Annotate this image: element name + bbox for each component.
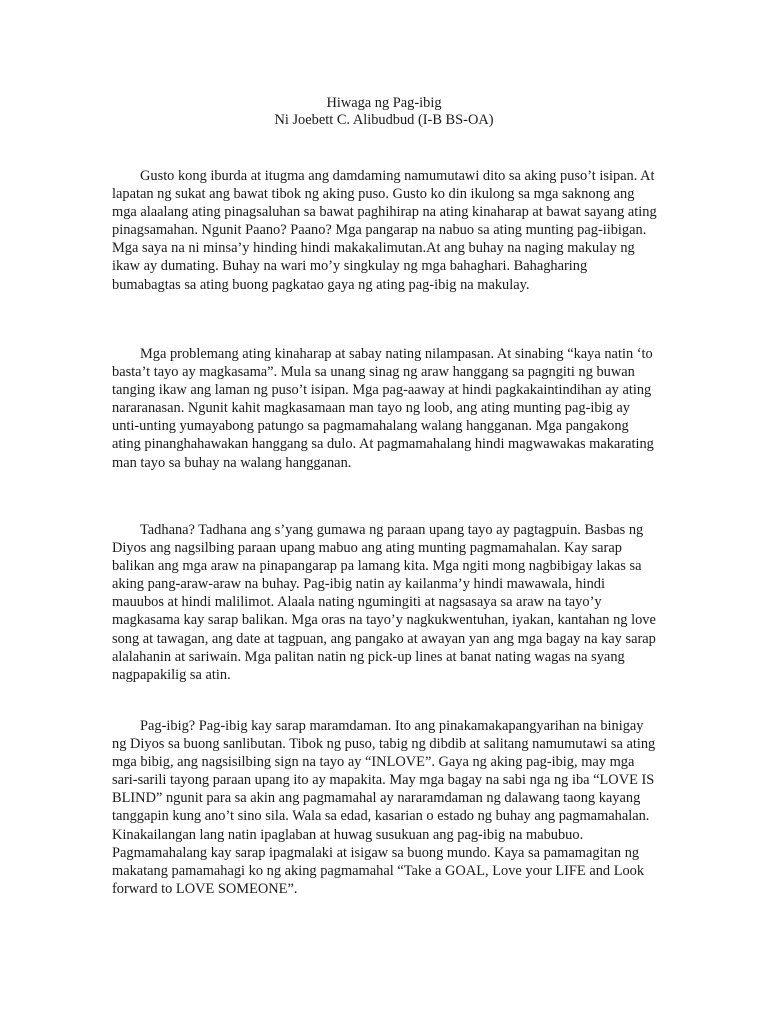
paragraph-1 <box>112 167 657 294</box>
title-block <box>0 95 768 129</box>
paragraph-3 <box>112 521 657 684</box>
paragraph-text: Mga problemang ating kinaharap at sabay nating nilampasan. At sinabing “kaya natin ‘to basta’t tayo ay magkasama”. Mula sa unang sinag ng araw hanggang sa pagngiti ng buwan tanging ikaw ang laman ng puso’t isipan. Mga pag-aaway at hindi pagkakaintindihan ay ating nararanasan. Ngunit kahit magkasamaan man tayo ng loob, ang ating munting pag-ibig ay unti-unting yumayabong patungo sa pagmamahalang walang hangganan. Mga pangakong ating pinanghahawakan hanggang sa dulo. At pagmamahalang hindi magwawakas makarating man tayo sa buhay na walang hangganan. <box>112 346 654 471</box>
document-title: Hiwaga ng Pag-ibig <box>326 95 442 111</box>
paragraph-4 <box>112 717 657 898</box>
paragraph-2 <box>112 345 657 472</box>
document-author: Ni Joebett C. Alibudbud (I-B BS-OA) <box>274 112 494 128</box>
paragraph-text: Pag-ibig? Pag-ibig kay sarap maramdaman. Ito ang pinakamakapangyarihan na binigay ng Diyos sa buong sanlibutan. Tibok ng puso, tabig ng dibdib at salitang namumutawi sa ating mga bibig, ang nagsisilbing sign na tayo ay “INLOVE”. Gaya ng aking pag-ibig, may mga sari-sarili tayong paraan upang ito ay mapakita. May mga bagay na sabi nga ng iba “LOVE IS BLIND” ngunit para sa akin ang pagmamahal ay nararamdaman ng dalawang taong kayang tanggapin kung ano’t sino sila. Wala sa edad, kasarian o estado ng buhay ang pagmamahalan. Kinakailangan lang natin ipaglaban at huwag susukuan ang pag-ibig na mabubuo. Pagmamahalang kay sarap ipagmalaki at isigaw sa buong mundo. Kaya sa pamamagitan ng makatang pamamahagi ko ng aking pagmamahal “Take a GOAL, Love your LIFE and Look forward to LOVE SOMEONE”. <box>112 718 656 897</box>
paragraph-text: Gusto kong iburda at itugma ang damdaming namumutawi dito sa aking puso’t isipan. At lapatan ng sukat ang bawat tibok ng aking puso. Gusto ko din ikulong sa mga saknong ang mga alaalang ating pinagsaluhan sa bawat paghihirap na ating kinaharap at bawat sayang ating pinagsamahan. Ngunit Paano? Paano? Mga pangarap na nabuo sa ating munting pag-iibigan. Mga saya na ni minsa’y hinding hindi makakalimutan.At ang buhay na naging makulay ng ikaw ay dumating. Buhay na wari mo’y singkulay ng mga bahaghari. Bahagharing bumabagtas sa ating buong pagkatao gaya ng ating pag-ibig na makulay. <box>112 168 657 293</box>
paragraph-text: Tadhana? Tadhana ang s’yang gumawa ng paraan upang tayo ay pagtagpuin. Basbas ng Diyos ang nagsilbing paraan upang mabuo ang ating munting pagmamahalan. Kay sarap balikan ang mga araw na pinapangarap pa lamang kita. Mga ngiti mong nagbibigay lakas sa aking pang-araw-araw na buhay. Pag-ibig natin ay kailanma’y hindi mawawala, hindi mauubos at hindi malilimot. Alaala nating ngumingiti at nagsasaya sa araw na tayo’y magkasama kay sarap balikan. Mga oras na tayo’y nagkukwentuhan, iyakan, kantahan ng love song at tawagan, ang date at tagpuan, ang pangako at awayan yan ang mga bagay na kay sarap alalahanin at sariwain. Mga palitan natin ng pick-up lines at banat nating wagas na syang nagpapakilig sa atin. <box>112 522 656 683</box>
